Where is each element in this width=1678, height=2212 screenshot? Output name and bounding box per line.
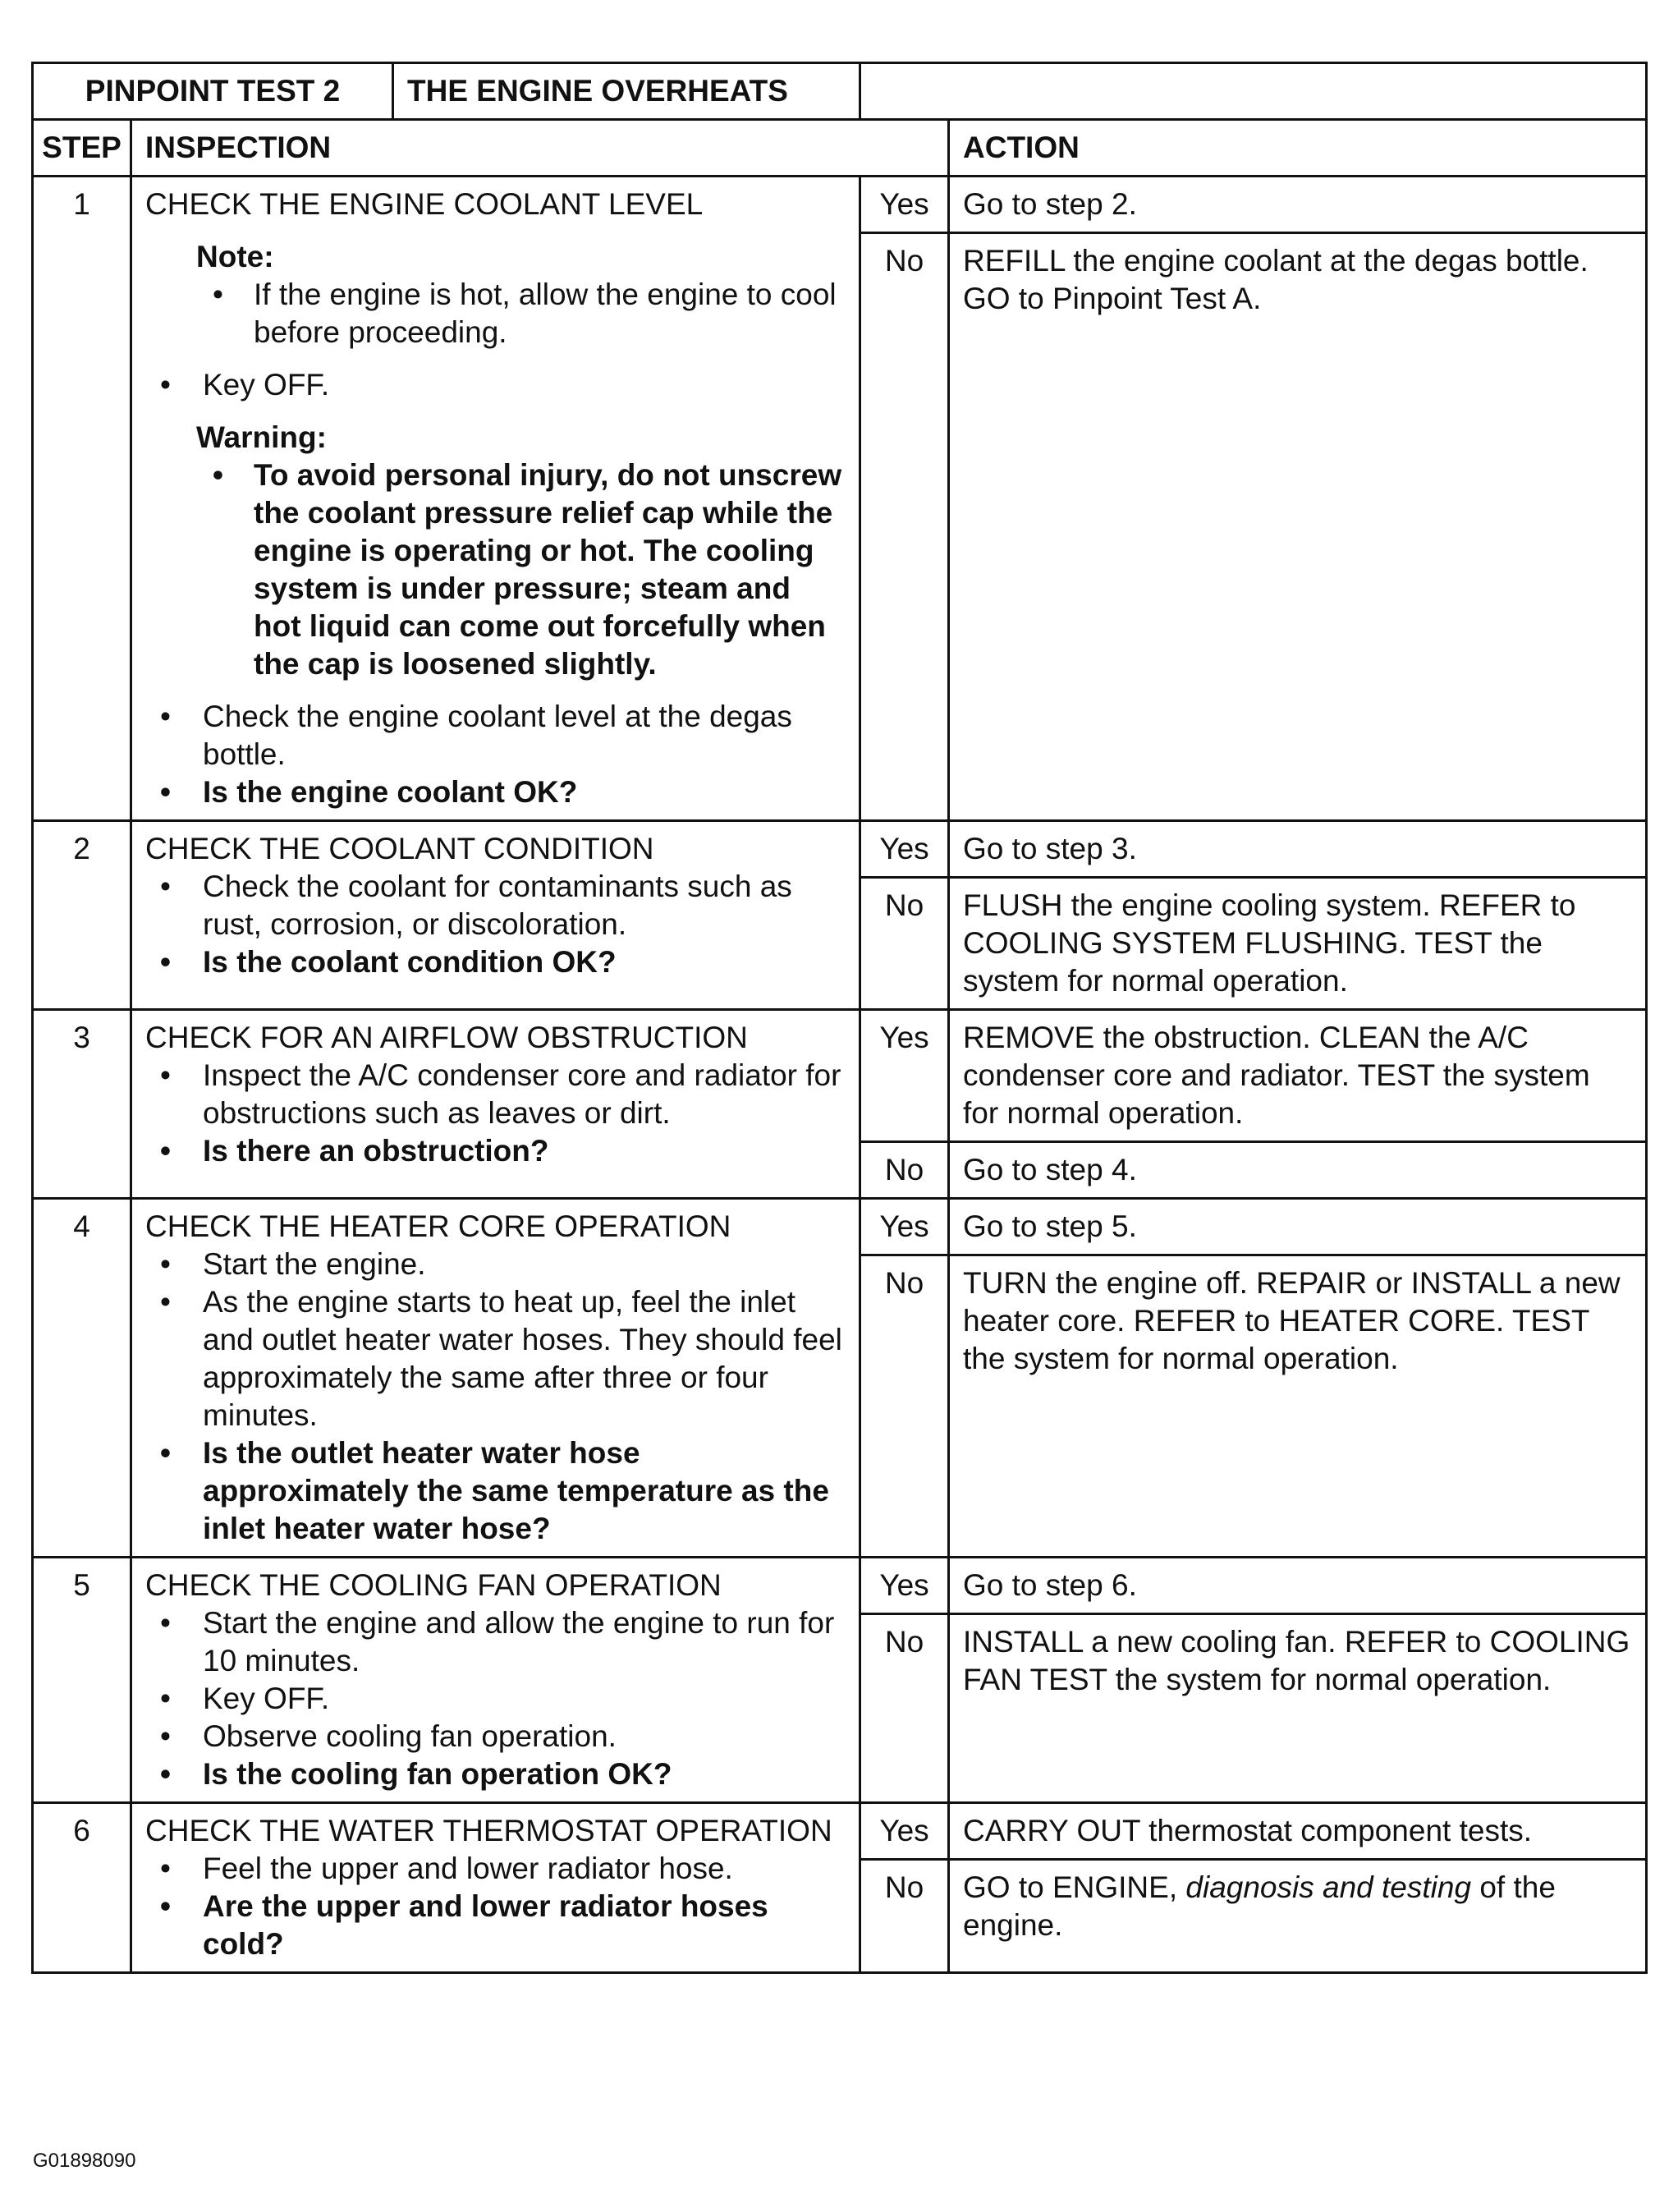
step-inspection <box>131 821 860 1010</box>
step-inspection <box>131 1803 860 1973</box>
step-number: 5 <box>33 1558 131 1803</box>
step-3-yes-row <box>33 1010 1647 1142</box>
step-inspection <box>131 1010 860 1199</box>
step-5-yes-row <box>33 1558 1647 1614</box>
no-label: No <box>860 1860 949 1973</box>
step-inspection <box>131 1558 860 1803</box>
note-label: Note: <box>196 240 274 273</box>
step-title: CHECK FOR AN AIRFLOW OBSTRUCTION <box>145 1021 748 1054</box>
no-action: Go to step 4. <box>949 1142 1647 1199</box>
figure-code: G01898090 <box>33 2150 136 2172</box>
no-action-suffix: of the engine. <box>963 1870 1556 1942</box>
step-number: 3 <box>33 1010 131 1199</box>
step-question: • Are the upper and lower radiator hoses cold? <box>145 1888 846 1963</box>
step-title: CHECK THE HEATER CORE OPERATION <box>145 1209 731 1243</box>
step-question: • Is the outlet heater water hose approximately the same temperature as the inlet heater water hose? <box>145 1434 846 1548</box>
warning-label: Warning: <box>196 420 327 454</box>
step-number: 2 <box>33 821 131 1010</box>
no-action: FLUSH the engine cooling system. REFER to COOLING SYSTEM FLUSHING. TEST the system for normal operation. <box>949 878 1647 1010</box>
step-6-yes-row <box>33 1803 1647 1860</box>
column-header-row <box>33 120 1647 177</box>
yes-action: Go to step 3. <box>949 821 1647 878</box>
yes-label: Yes <box>860 821 949 878</box>
yes-label: Yes <box>860 1199 949 1255</box>
yes-action: CARRY OUT thermostat component tests. <box>949 1803 1647 1860</box>
step-inspection <box>131 1199 860 1558</box>
warning-text: • To avoid personal injury, do not unscrew the coolant pressure relief cap while the engine is operating or hot. The cooling system is under pressure; steam and hot liquid can come out forcefully when the cap is loosened slightly. <box>145 457 846 683</box>
bullet-item: • Start the engine and allow the engine to run for 10 minutes. <box>145 1604 846 1680</box>
yes-label: Yes <box>860 177 949 233</box>
no-label: No <box>860 1614 949 1803</box>
no-action-prefix: GO to ENGINE, <box>963 1870 1186 1904</box>
yes-action: REMOVE the obstruction. CLEAN the A/C condenser core and radiator. TEST the system for normal operation. <box>949 1010 1647 1142</box>
step-question: • Is the engine coolant OK? <box>145 773 846 811</box>
step-4-yes-row <box>33 1199 1647 1255</box>
no-action-italic: diagnosis and testing <box>1185 1870 1472 1904</box>
bullet-item: • Feel the upper and lower radiator hose. <box>145 1850 846 1888</box>
no-action <box>949 1860 1647 1973</box>
column-header-step: STEP <box>33 120 131 177</box>
step-question: • Is the cooling fan operation OK? <box>145 1755 846 1793</box>
note-text: • If the engine is hot, allow the engine to cool before proceeding. <box>145 276 846 351</box>
column-header-inspection: INSPECTION <box>131 120 949 177</box>
bullet-item: • Check the engine coolant level at the degas bottle. <box>145 698 846 773</box>
step-number: 4 <box>33 1199 131 1558</box>
step-2-yes-row <box>33 821 1647 878</box>
yes-action: Go to step 2. <box>949 177 1647 233</box>
step-title: CHECK THE COOLANT CONDITION <box>145 832 654 865</box>
bullet-item: • Check the coolant for contaminants such as rust, corrosion, or discoloration. <box>145 868 846 943</box>
no-action: TURN the engine off. REPAIR or INSTALL a new heater core. REFER to HEATER CORE. TEST the system for normal operation. <box>949 1255 1647 1558</box>
step-question: • Is the coolant condition OK? <box>145 943 846 981</box>
no-action: REFILL the engine coolant at the degas bottle. GO to Pinpoint Test A. <box>949 233 1647 821</box>
step-question: • Is there an obstruction? <box>145 1132 846 1170</box>
step-number: 6 <box>33 1803 131 1973</box>
no-label: No <box>860 878 949 1010</box>
title-row <box>33 63 1647 120</box>
step-title: CHECK THE COOLING FAN OPERATION <box>145 1568 722 1602</box>
no-label: No <box>860 233 949 821</box>
bullet-item: • Key OFF. <box>145 1680 846 1718</box>
bullet-item: • Inspect the A/C condenser core and radiator for obstructions such as leaves or dirt. <box>145 1057 846 1132</box>
no-action: INSTALL a new cooling fan. REFER to COOLING FAN TEST the system for normal operation. <box>949 1614 1647 1803</box>
bullet-item: • Observe cooling fan operation. <box>145 1718 846 1755</box>
yes-action: Go to step 5. <box>949 1199 1647 1255</box>
step-number: 1 <box>33 177 131 821</box>
bullet-item: • As the engine starts to heat up, feel the inlet and outlet heater water hoses. They should feel approximately the same after three or four minutes. <box>145 1283 846 1434</box>
test-id: PINPOINT TEST 2 <box>34 64 394 118</box>
no-label: No <box>860 1142 949 1199</box>
test-title: THE ENGINE OVERHEATS <box>407 74 788 108</box>
step-1-yes-row <box>33 177 1647 233</box>
bullet-item: • Key OFF. <box>145 366 846 404</box>
step-inspection <box>131 177 860 821</box>
yes-action: Go to step 6. <box>949 1558 1647 1614</box>
step-title: CHECK THE WATER THERMOSTAT OPERATION <box>145 1814 832 1847</box>
no-label: No <box>860 1255 949 1558</box>
step-title: CHECK THE ENGINE COOLANT LEVEL <box>145 187 704 221</box>
bullet-item: • Start the engine. <box>145 1246 846 1283</box>
pinpoint-test-table <box>31 62 1648 1974</box>
yes-label: Yes <box>860 1010 949 1142</box>
yes-label: Yes <box>860 1558 949 1614</box>
yes-label: Yes <box>860 1803 949 1860</box>
column-header-action: ACTION <box>949 120 1647 177</box>
